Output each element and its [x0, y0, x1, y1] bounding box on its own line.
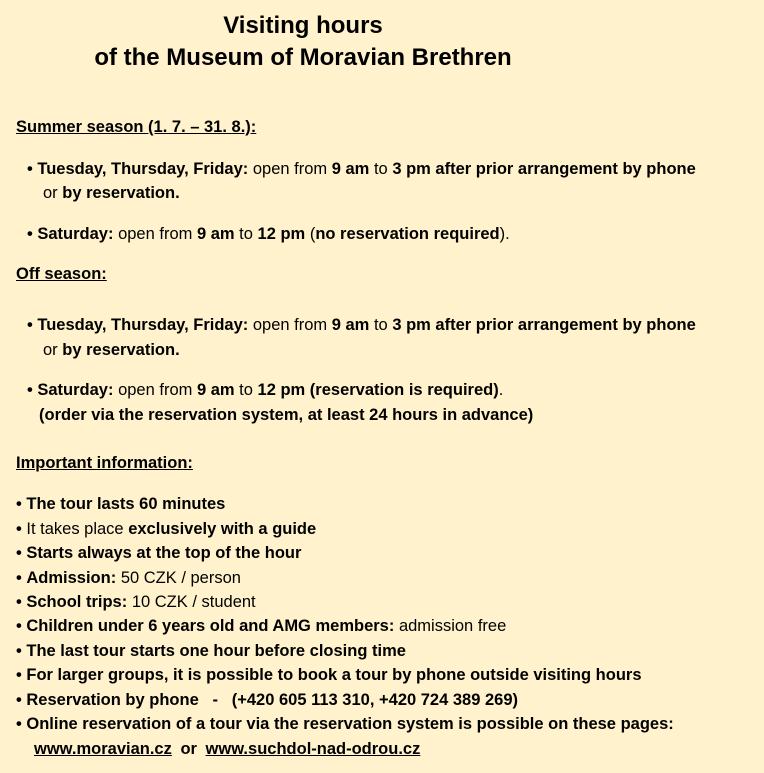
off-item-weekdays	[27, 314, 696, 336]
bullet: •	[16, 569, 22, 587]
link-suchdol[interactable]: www.suchdol-nad-odrou.cz	[205, 740, 421, 758]
info-online	[16, 713, 674, 735]
summer-saturday-to: to	[239, 225, 253, 243]
off-weekdays-start: 9 am	[331, 316, 370, 334]
info-guide-pre: It takes place	[26, 520, 124, 538]
off-saturday-order-note: (order via the reservation system, at least 24 hours in advance)	[39, 406, 534, 424]
link-moravian[interactable]: www.moravian.cz	[34, 740, 172, 758]
title-line-1: Visiting hours	[223, 12, 383, 39]
info-phone-text: Reservation by phone - (+420 605 113 310, +420 724 389 269)	[26, 691, 519, 709]
summer-saturday-end: 12 pm	[257, 225, 306, 243]
off-saturday-days: Saturday:	[37, 381, 114, 399]
summer-weekdays-or: or	[43, 184, 58, 202]
info-groups-text: For larger groups, it is possible to book a tour by phone outside visiting hours	[26, 666, 642, 684]
off-weekdays-days: Tuesday, Thursday, Friday:	[37, 316, 249, 334]
off-saturday-to: to	[239, 381, 253, 399]
title-line-2: of the Museum of Moravian Brethren	[94, 44, 512, 71]
summer-weekdays-end-note: 3 pm after prior arrangement by phone	[392, 160, 696, 178]
info-children-value: admission free	[398, 617, 507, 635]
summer-weekdays-days: Tuesday, Thursday, Friday:	[37, 160, 249, 178]
bullet: •	[16, 715, 22, 733]
summer-weekdays-by-reservation: by reservation.	[62, 184, 180, 202]
info-links	[34, 738, 420, 760]
off-weekdays-or: or	[43, 341, 58, 359]
info-last-tour-text: The last tour starts one hour before closing time	[26, 642, 406, 660]
info-links-or: or	[180, 740, 197, 758]
info-guide-bold: exclusively with a guide	[128, 520, 317, 538]
info-children-label: Children under 6 years old and AMG members:	[26, 617, 395, 635]
info-groups	[16, 664, 642, 686]
info-school-value: 10 CZK / student	[131, 593, 256, 611]
off-saturday-open-from: open from	[118, 381, 193, 399]
off-weekdays-to: to	[373, 316, 388, 334]
info-guide	[16, 518, 316, 540]
summer-saturday-days: Saturday:	[37, 225, 114, 243]
info-admission	[16, 567, 241, 589]
bullet: •	[27, 225, 33, 243]
info-admission-value: 50 CZK / person	[120, 569, 241, 587]
bullet: •	[16, 593, 22, 611]
off-item-saturday	[27, 379, 503, 401]
off-weekdays-by-reservation: by reservation.	[62, 341, 180, 359]
bullet: •	[16, 520, 22, 538]
info-starts-text: Starts always at the top of the hour	[26, 544, 302, 562]
info-children	[16, 615, 506, 637]
bullet: •	[27, 381, 33, 399]
bullet: •	[16, 691, 22, 709]
off-saturday-end-note: 12 pm (reservation is required)	[257, 381, 499, 399]
info-tour-length	[16, 493, 225, 515]
bullet: •	[27, 316, 33, 334]
bullet: •	[16, 642, 22, 660]
info-starts	[16, 542, 301, 564]
page-title	[0, 10, 606, 74]
summer-item-weekdays-cont	[43, 182, 180, 204]
bullet: •	[16, 495, 22, 513]
bullet: •	[16, 544, 22, 562]
off-weekdays-open-from: open from	[252, 316, 328, 334]
summer-saturday-paren-open: (	[309, 225, 316, 243]
info-phone	[16, 689, 518, 711]
summer-saturday-note: no reservation required	[315, 225, 500, 243]
summer-item-saturday	[27, 223, 510, 245]
bullet: •	[27, 160, 33, 178]
important-info-heading: Important information:	[16, 454, 193, 472]
summer-saturday-paren-close: ).	[499, 225, 510, 243]
off-item-weekdays-cont	[43, 339, 180, 361]
off-saturday-period: .	[498, 381, 504, 399]
info-last-tour	[16, 640, 406, 662]
info-school-label: School trips:	[26, 593, 128, 611]
off-weekdays-end-note: 3 pm after prior arrangement by phone	[392, 316, 696, 334]
summer-weekdays-start: 9 am	[331, 160, 370, 178]
summer-season-heading: Summer season (1. 7. – 31. 8.):	[16, 118, 257, 136]
off-saturday-start: 9 am	[196, 381, 235, 399]
summer-weekdays-to: to	[373, 160, 388, 178]
info-online-text: Online reservation of a tour via the reservation system is possible on these pages:	[26, 715, 674, 733]
summer-weekdays-open-from: open from	[252, 160, 328, 178]
info-tour-length-text: The tour lasts 60 minutes	[26, 495, 226, 513]
summer-item-weekdays	[27, 158, 696, 180]
summer-saturday-open-from: open from	[118, 225, 193, 243]
summer-saturday-start: 9 am	[196, 225, 235, 243]
info-admission-label: Admission:	[26, 569, 117, 587]
off-season-heading: Off season:	[16, 265, 107, 283]
info-school-trips	[16, 591, 256, 613]
bullet: •	[16, 666, 22, 684]
bullet: •	[16, 617, 22, 635]
